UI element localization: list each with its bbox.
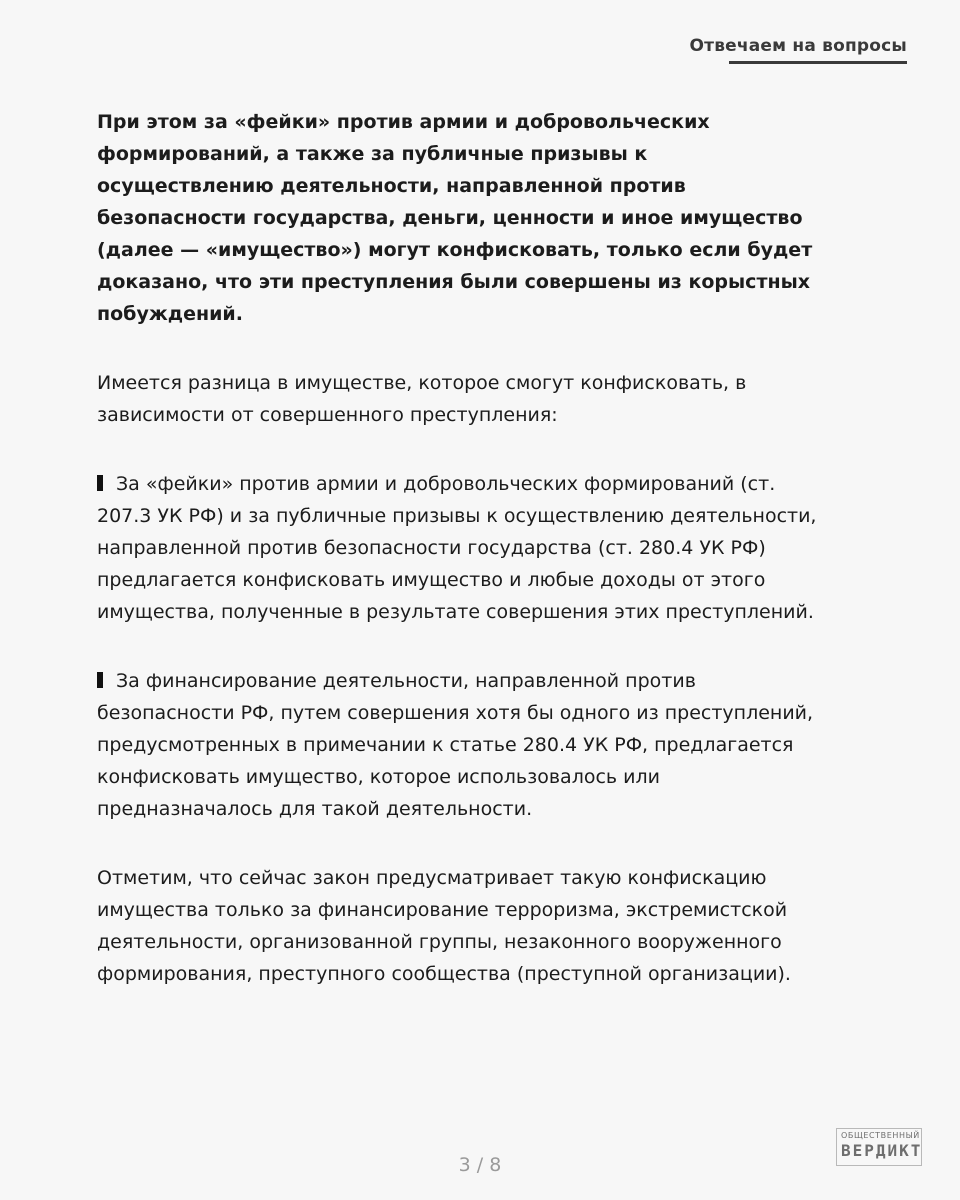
section-title-underline	[729, 61, 907, 64]
bullet-marker-icon	[97, 672, 103, 688]
logo-bottom-text: ВЕРДИКТ	[841, 1141, 923, 1160]
page-number: 3 / 8	[458, 1154, 502, 1176]
bullet-marker-icon	[97, 475, 103, 491]
closing-paragraph: Отметим, что сейчас закон предусматривает такую конфискацию имущества только за финансирование терроризма, экстремистской деятельности, организованной группы, незаконного вооруженного формирования, преступного сообщества (преступной организации).	[97, 867, 791, 985]
section-title: Отвечаем на вопросы	[689, 36, 907, 56]
bullet-text: За финансирование деятельности, направленной против безопасности РФ, путем совершения хотя бы одного из преступлений, предусмотренных в примечании к статье 280.4 УК РФ, предлагается конфисковать имущество, которое использовалось или предназначалось для такой деятельности.	[97, 670, 814, 820]
brand-logo	[836, 1128, 922, 1166]
bullet-item	[97, 468, 817, 628]
article-body	[97, 106, 817, 1027]
bullet-item	[97, 665, 817, 825]
bullet-text: За «фейки» против армии и добровольческих формирований (ст. 207.3 УК РФ) и за публичные призывы к осуществлению деятельности, направленной против безопасности государства (ст. 280.4 УК РФ) предлагается конфисковать имущество и любые доходы от этого имущества, полученные в результате совершения этих преступлений.	[97, 473, 817, 623]
intro-paragraph: Имеется разница в имуществе, которое смогут конфисковать, в зависимости от совершенного преступления:	[97, 372, 747, 426]
lead-paragraph: При этом за «фейки» против армии и добровольческих формирований, а также за публичные призывы к осуществлению деятельности, направленной против безопасности государства, деньги, ценности и иное имущество (далее — «имущество») могут конфисковать, только если будет доказано, что эти преступления были совершены из корыстных побуждений.	[97, 111, 813, 325]
logo-top-text: ОБЩЕСТВЕННЫЙ	[841, 1131, 920, 1140]
